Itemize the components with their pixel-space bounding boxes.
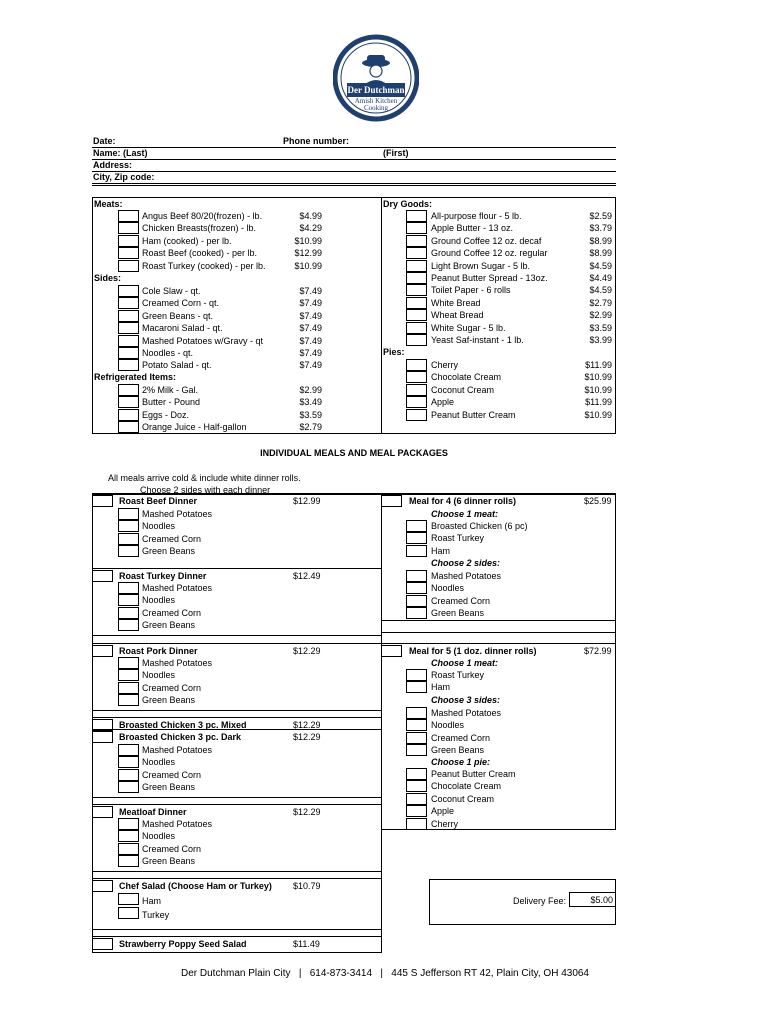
city-zip-label: City, Zip code: xyxy=(93,172,155,182)
item-price: $10.99 xyxy=(294,235,322,246)
item-price: $2.99 xyxy=(589,310,612,321)
side-option: Green Beans xyxy=(142,620,196,631)
delivery-fee-label: Delivery Fee: xyxy=(512,896,566,906)
package-qty-box[interactable] xyxy=(381,495,402,507)
package-price: $25.99 xyxy=(584,496,612,506)
package-option-checkbox[interactable] xyxy=(406,669,427,681)
package-option-checkbox[interactable] xyxy=(406,732,427,744)
order-qty-box[interactable] xyxy=(406,222,427,234)
package-price: $72.99 xyxy=(584,646,612,656)
item-price: $3.49 xyxy=(299,397,322,408)
item-price: $7.49 xyxy=(299,286,322,296)
side-checkbox[interactable] xyxy=(118,594,139,606)
item-name: Yeast Saf-instant - 1 lb. xyxy=(431,335,524,345)
phone-label: Phone number: xyxy=(283,136,350,146)
item-name: Ham (cooked) - per lb. xyxy=(142,235,232,246)
side-checkbox[interactable] xyxy=(118,694,139,706)
meal-qty-box[interactable] xyxy=(92,731,113,743)
package-option: Green Beans xyxy=(431,745,485,756)
order-qty-box[interactable] xyxy=(118,260,139,272)
package-option-checkbox[interactable] xyxy=(406,607,427,619)
date-label: Date: xyxy=(93,136,116,146)
item-name: Macaroni Salad - qt. xyxy=(142,323,223,334)
order-qty-box[interactable] xyxy=(118,322,139,334)
item-price: $8.99 xyxy=(589,248,612,259)
item-price: $10.99 xyxy=(584,372,612,383)
package-option-checkbox[interactable] xyxy=(406,545,427,557)
side-option: Creamed Corn xyxy=(142,607,202,618)
package-option-checkbox[interactable] xyxy=(406,707,427,719)
package-option-checkbox[interactable] xyxy=(406,768,427,780)
package-option: Noodles xyxy=(431,583,465,594)
package-option: Apple xyxy=(431,806,455,817)
item-name: Roast Beef (cooked) - per lb. xyxy=(142,248,258,259)
side-option: Mashed Potatoes xyxy=(142,819,213,829)
item-price: $3.59 xyxy=(299,409,322,420)
item-price: $4.59 xyxy=(589,285,612,296)
package-option: Coconut Cream xyxy=(431,793,495,804)
order-qty-box[interactable] xyxy=(406,284,427,296)
side-checkbox[interactable] xyxy=(118,657,139,669)
side-option: Noodles xyxy=(142,595,176,606)
order-qty-box[interactable] xyxy=(406,396,427,408)
side-option: Creamed Corn xyxy=(142,533,202,544)
item-name: Potato Salad - qt. xyxy=(142,360,212,371)
item-name: Mashed Potatoes w/Gravy - qt xyxy=(142,335,264,346)
item-price: $3.59 xyxy=(589,322,612,333)
order-qty-box[interactable] xyxy=(118,285,139,297)
item-price: $4.29 xyxy=(299,223,322,234)
side-checkbox[interactable] xyxy=(118,682,139,694)
order-qty-box[interactable] xyxy=(406,210,427,222)
item-name: Noodles - qt. xyxy=(142,348,194,358)
meal-price: $11.49 xyxy=(293,939,320,949)
order-qty-box[interactable] xyxy=(406,235,427,247)
order-qty-box[interactable] xyxy=(406,272,427,284)
side-option: Creamed Corn xyxy=(142,682,202,693)
item-name: Apple Butter - 13 oz. xyxy=(431,223,514,234)
package-name: Meal for 5 (1 doz. dinner rolls) xyxy=(409,646,537,656)
side-checkbox[interactable] xyxy=(118,520,139,532)
package-option: Ham xyxy=(431,545,451,556)
logo-line2: Cooking xyxy=(363,104,389,112)
side-checkbox[interactable] xyxy=(118,769,139,781)
package-option-checkbox[interactable] xyxy=(406,744,427,756)
meal-qty-box[interactable] xyxy=(92,495,113,507)
package-option: Broasted Chicken (6 pc) xyxy=(431,521,528,531)
logo-line1: Amish Kitchen xyxy=(354,97,398,105)
meal-name: Meatloaf Dinner xyxy=(119,807,187,817)
item-name: 2% Milk - Gal. xyxy=(142,385,199,395)
item-name: Chocolate Cream xyxy=(431,372,502,383)
first-name-label: (First) xyxy=(383,148,409,158)
item-price: $8.99 xyxy=(589,235,612,246)
side-option: Green Beans xyxy=(142,546,196,557)
item-name: Eggs - Doz. xyxy=(142,409,190,420)
pies-heading: Pies: xyxy=(383,347,405,357)
order-qty-box[interactable] xyxy=(118,384,139,396)
item-name: Peanut Butter Spread - 13oz. xyxy=(431,273,548,283)
item-price: $2.59 xyxy=(589,211,612,221)
item-name: Creamed Corn - qt. xyxy=(142,298,220,309)
meal5-meat-heading: Choose 1 meat: xyxy=(431,658,499,668)
order-qty-box[interactable] xyxy=(118,335,139,347)
item-price: $12.99 xyxy=(294,248,322,259)
meals-title: INDIVIDUAL MEALS AND MEAL PACKAGES xyxy=(260,448,448,458)
side-checkbox[interactable] xyxy=(118,781,139,793)
side-checkbox[interactable] xyxy=(118,533,139,545)
item-price: $7.49 xyxy=(299,360,322,371)
meal4-meat-heading: Choose 1 meat: xyxy=(431,509,499,519)
order-qty-box[interactable] xyxy=(406,309,427,321)
item-price: $7.49 xyxy=(299,310,322,321)
side-option: Mashed Potatoes xyxy=(142,745,213,755)
side-checkbox[interactable] xyxy=(118,855,139,867)
side-option: Noodles xyxy=(142,757,176,768)
side-option: Mashed Potatoes xyxy=(142,583,213,593)
item-price: $7.49 xyxy=(299,335,322,346)
meal-price: $12.29 xyxy=(293,732,321,742)
meal-name: Chef Salad (Choose Ham or Turkey) xyxy=(119,881,272,891)
item-price: $4.99 xyxy=(299,211,322,221)
meal-name: Roast Beef Dinner xyxy=(119,496,198,506)
item-name: Cherry xyxy=(431,360,459,370)
item-name: Angus Beef 80/20(frozen) - lb. xyxy=(142,211,263,221)
meals-note-sides: Choose 2 sides with each dinner xyxy=(140,485,271,495)
side-option: Noodles xyxy=(142,521,176,532)
package-option: Creamed Corn xyxy=(431,595,491,606)
package-qty-box[interactable] xyxy=(381,645,402,657)
item-name: Apple xyxy=(431,397,455,408)
side-checkbox[interactable] xyxy=(118,818,139,830)
package-option: Roast Turkey xyxy=(431,533,485,544)
side-checkbox[interactable] xyxy=(118,843,139,855)
order-qty-box[interactable] xyxy=(406,384,427,396)
order-qty-box[interactable] xyxy=(118,247,139,259)
item-price: $10.99 xyxy=(584,409,612,420)
item-price: $2.79 xyxy=(299,422,322,433)
item-name: Roast Turkey (cooked) - per lb. xyxy=(142,260,266,271)
meal5-sides-heading: Choose 3 sides: xyxy=(431,695,501,705)
meal-name: Broasted Chicken 3 pc. Mixed xyxy=(119,720,247,730)
meal-qty-box[interactable] xyxy=(92,806,113,818)
order-qty-box[interactable] xyxy=(118,297,139,309)
side-checkbox[interactable] xyxy=(118,607,139,619)
order-qty-box[interactable] xyxy=(406,322,427,334)
logo xyxy=(333,33,419,123)
item-name: White Bread xyxy=(431,297,481,308)
meal-price: $12.29 xyxy=(293,807,321,817)
order-qty-box[interactable] xyxy=(406,260,427,272)
side-checkbox[interactable] xyxy=(118,756,139,768)
delivery-fee-value: $5.00 xyxy=(590,895,613,905)
item-name: All-purpose flour - 5 lb. xyxy=(431,211,522,221)
side-checkbox[interactable] xyxy=(118,669,139,681)
item-price: $7.49 xyxy=(299,298,322,309)
item-price: $2.99 xyxy=(299,385,322,395)
order-qty-box[interactable] xyxy=(406,334,427,346)
dry-goods-heading: Dry Goods: xyxy=(383,199,433,209)
meal-price: $12.29 xyxy=(293,646,321,656)
package-option-checkbox[interactable] xyxy=(406,582,427,594)
refrigerated-heading: Refrigerated Items: xyxy=(94,372,177,382)
item-name: White Sugar - 5 lb. xyxy=(431,322,506,333)
item-name: Orange Juice - Half-gallon xyxy=(142,422,247,433)
package-name: Meal for 4 (6 dinner rolls) xyxy=(409,496,517,506)
item-name: Toilet Paper - 6 rolls xyxy=(431,285,511,296)
item-name: Butter - Pound xyxy=(142,397,201,408)
meal-qty-box[interactable] xyxy=(92,570,113,582)
salad-option: Turkey xyxy=(142,910,170,920)
item-name: Light Brown Sugar - 5 lb. xyxy=(431,260,531,271)
order-qty-box[interactable] xyxy=(118,310,139,322)
package-option-checkbox[interactable] xyxy=(406,595,427,607)
name-label: Name: (Last) xyxy=(93,148,148,158)
package-option: Roast Turkey xyxy=(431,670,485,680)
package-option-checkbox[interactable] xyxy=(406,570,427,582)
side-option: Noodles xyxy=(142,831,176,842)
item-price: $7.49 xyxy=(299,323,322,334)
item-name: Cole Slaw - qt. xyxy=(142,286,201,296)
order-qty-box[interactable] xyxy=(118,210,139,222)
item-price: $11.99 xyxy=(585,397,612,408)
meal-name: Roast Turkey Dinner xyxy=(119,571,207,581)
side-checkbox[interactable] xyxy=(118,744,139,756)
sides-heading: Sides: xyxy=(94,273,122,283)
order-qty-box[interactable] xyxy=(406,297,427,309)
order-qty-box[interactable] xyxy=(118,222,139,234)
package-option: Chocolate Cream xyxy=(431,781,502,792)
package-option: Ham xyxy=(431,682,451,693)
side-checkbox[interactable] xyxy=(118,508,139,520)
package-option: Peanut Butter Cream xyxy=(431,769,516,779)
side-option: Green Beans xyxy=(142,856,196,867)
package-option: Creamed Corn xyxy=(431,732,491,743)
order-qty-box[interactable] xyxy=(118,409,139,421)
side-checkbox[interactable] xyxy=(118,619,139,631)
item-price: $4.49 xyxy=(589,273,612,283)
side-option: Noodles xyxy=(142,670,176,681)
meal-price: $10.79 xyxy=(293,881,321,891)
meal-name: Roast Pork Dinner xyxy=(119,646,198,656)
item-price: $10.99 xyxy=(584,384,612,395)
side-option: Creamed Corn xyxy=(142,769,202,780)
address-label: Address: xyxy=(93,160,133,170)
meal-price: $12.49 xyxy=(293,571,321,581)
side-option: Green Beans xyxy=(142,695,196,706)
order-qty-box[interactable] xyxy=(118,396,139,408)
meal-qty-box[interactable] xyxy=(92,880,113,892)
package-option-checkbox[interactable] xyxy=(406,805,427,817)
item-name: Peanut Butter Cream xyxy=(431,409,516,420)
order-qty-box[interactable] xyxy=(406,409,427,421)
side-option: Mashed Potatoes xyxy=(142,509,213,519)
side-checkbox[interactable] xyxy=(118,582,139,594)
package-option-checkbox[interactable] xyxy=(406,780,427,792)
package-option: Green Beans xyxy=(431,608,485,619)
item-price: $4.59 xyxy=(589,260,612,271)
package-option: Mashed Potatoes xyxy=(431,571,502,581)
item-price: $11.99 xyxy=(585,360,612,370)
item-price: $10.99 xyxy=(294,260,322,271)
package-option-checkbox[interactable] xyxy=(406,532,427,544)
order-qty-box[interactable] xyxy=(406,359,427,371)
meal-name: Strawberry Poppy Seed Salad xyxy=(119,939,247,949)
meal-qty-box[interactable] xyxy=(92,938,113,950)
item-price: $2.79 xyxy=(589,297,612,308)
meal-price: $12.99 xyxy=(293,496,321,506)
salad-option-checkbox[interactable] xyxy=(118,907,139,919)
item-name: Ground Coffee 12 oz. regular xyxy=(431,248,548,259)
item-name: Wheat Bread xyxy=(431,310,484,321)
package-option: Cherry xyxy=(431,818,459,829)
side-option: Mashed Potatoes xyxy=(142,658,213,668)
package-option-checkbox[interactable] xyxy=(406,520,427,532)
item-name: Chicken Breasts(frozen) - lb. xyxy=(142,223,257,234)
order-qty-box[interactable] xyxy=(118,347,139,359)
side-option: Green Beans xyxy=(142,782,196,793)
meal-price: $12.29 xyxy=(293,720,321,730)
meal5-pie-heading: Choose 1 pie: xyxy=(431,757,491,767)
meal4-sides-heading: Choose 2 sides: xyxy=(431,558,501,568)
meal-qty-box[interactable] xyxy=(92,645,113,657)
item-name: Green Beans - qt. xyxy=(142,310,214,321)
meats-heading: Meats: xyxy=(94,199,123,209)
side-checkbox[interactable] xyxy=(118,545,139,557)
order-qty-box[interactable] xyxy=(118,235,139,247)
item-price: $3.79 xyxy=(589,223,612,234)
package-option-checkbox[interactable] xyxy=(406,681,427,693)
package-option-checkbox[interactable] xyxy=(406,818,427,830)
item-price: $7.49 xyxy=(299,348,322,358)
order-qty-box[interactable] xyxy=(406,371,427,383)
salad-option-checkbox[interactable] xyxy=(118,893,139,905)
item-name: Ground Coffee 12 oz. decaf xyxy=(431,235,542,246)
package-option: Noodles xyxy=(431,720,465,731)
side-checkbox[interactable] xyxy=(118,830,139,842)
order-qty-box[interactable] xyxy=(118,421,139,433)
side-option: Creamed Corn xyxy=(142,843,202,854)
order-qty-box[interactable] xyxy=(118,359,139,371)
package-option-checkbox[interactable] xyxy=(406,719,427,731)
footer-contact: Der Dutchman Plain City | 614-873-3414 | 445 S Jefferson RT 42, Plain City, OH 43064 xyxy=(181,968,589,979)
item-name: Coconut Cream xyxy=(431,384,495,395)
meals-note: All meals arrive cold & include white dinner rolls. xyxy=(108,473,301,483)
meal-name: Broasted Chicken 3 pc. Dark xyxy=(119,732,242,742)
package-option: Mashed Potatoes xyxy=(431,708,502,718)
logo-brand: Der Dutchman xyxy=(347,85,405,95)
item-price: $3.99 xyxy=(589,335,612,345)
order-qty-box[interactable] xyxy=(406,247,427,259)
package-option-checkbox[interactable] xyxy=(406,793,427,805)
salad-option: Ham xyxy=(142,896,162,906)
